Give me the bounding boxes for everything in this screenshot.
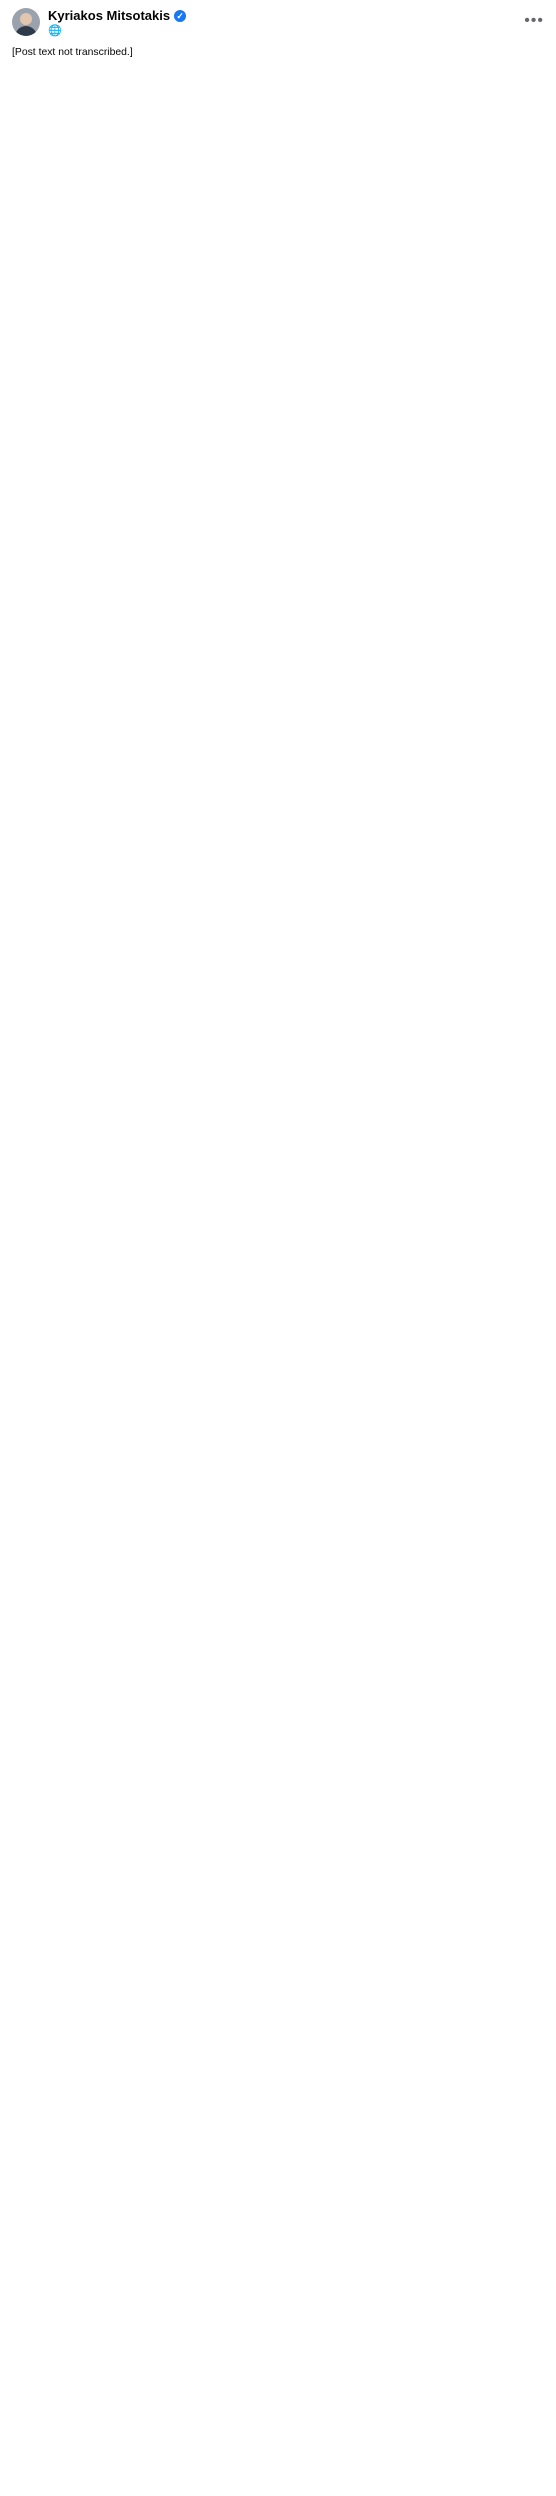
post-paragraph: [Post text not transcribed.] xyxy=(12,47,133,58)
globe-icon: 🌐 xyxy=(48,25,62,37)
post-meta xyxy=(48,25,62,38)
author-name[interactable]: Kyriakos Mitsotakis xyxy=(48,8,171,23)
more-dots-icon[interactable]: ••• xyxy=(524,12,544,29)
author-avatar[interactable] xyxy=(12,8,40,36)
author-name-row xyxy=(48,8,186,24)
verified-badge-icon: ✓ xyxy=(174,10,186,22)
post-body xyxy=(12,46,544,2490)
post-header xyxy=(0,0,556,44)
